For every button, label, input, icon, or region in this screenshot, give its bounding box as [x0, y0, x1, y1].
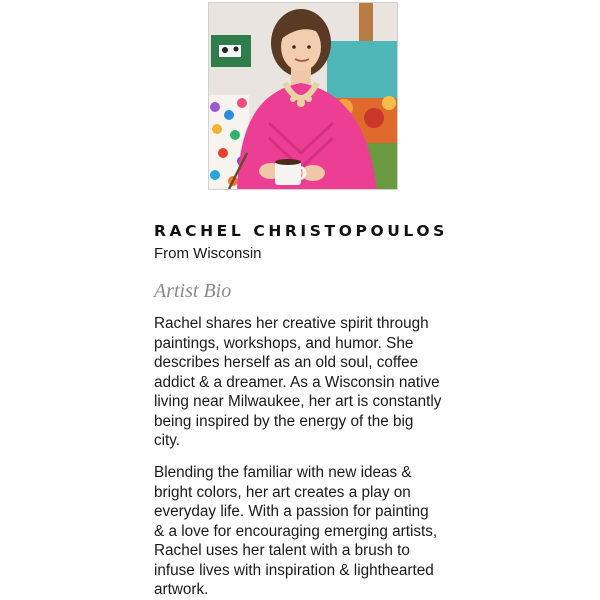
bio-line: Blending the familiar with new ideas & — [154, 464, 412, 481]
bio-line: describes herself as an old soul, coffee — [154, 354, 419, 371]
bio-line: infuse lives with inspiration & lighthearted — [154, 561, 434, 579]
bio-line: everyday life. With a passion for painting — [154, 503, 429, 520]
bio-line: being inspired by the energy of the big — [154, 412, 414, 430]
bio-line: paintings, workshops, and humor. She — [154, 334, 414, 352]
bio-line: living near Milwaukee, her art is constantly — [154, 393, 442, 410]
bio-heading: Artist Bio — [154, 280, 232, 302]
bio-line: Rachel uses her talent with a brush to — [154, 542, 410, 559]
bio-line: Rachel shares her creative spirit through — [154, 315, 429, 332]
bio-line: & a love for encouraging emerging artists, — [154, 522, 438, 540]
bio-paragraph-1 — [154, 314, 454, 451]
bio-line: city. — [154, 432, 181, 449]
bio-line: artwork. — [154, 581, 209, 598]
bio-paragraph-2 — [154, 463, 454, 600]
portrait-illustration — [209, 3, 398, 190]
bio-line: addict & a dreamer. As a Wisconsin native — [154, 373, 440, 391]
artist-portrait-image — [208, 2, 398, 190]
bio-line: bright colors, her art creates a play on — [154, 483, 411, 501]
artist-origin: From Wisconsin — [154, 245, 262, 262]
artist-name: RACHEL CHRISTOPOULOS — [154, 222, 448, 240]
